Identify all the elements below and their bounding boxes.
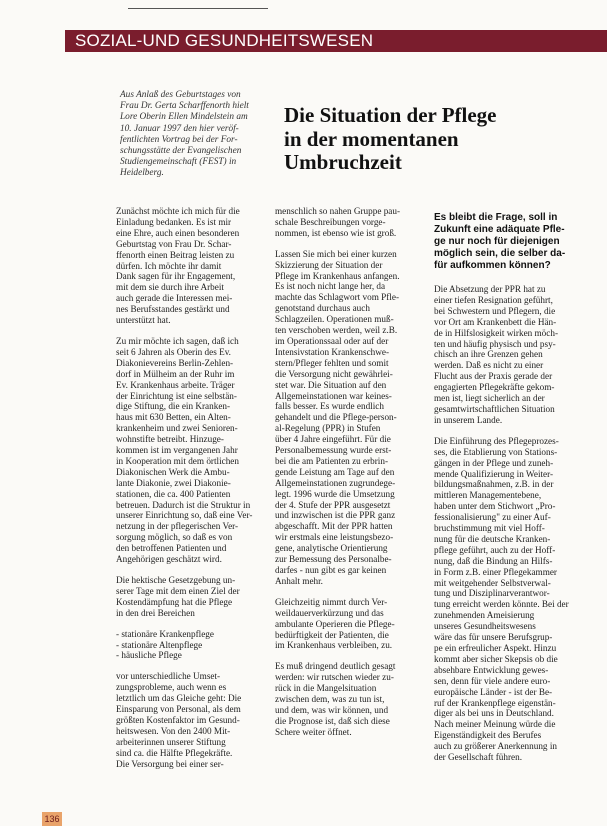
text-line: haben unter dem Stichwort „Pro-	[434, 501, 556, 512]
paragraph	[116, 671, 268, 769]
text-line: al-Regelung (PPR) in Stufen	[275, 423, 381, 434]
text-line: eine Ehre, auch einen besonderen	[116, 227, 240, 238]
text-line: mit weitgehender Selbstverwal-	[434, 577, 551, 588]
text-line: Die Einführung des Pflegeprozes-	[434, 435, 559, 446]
text-line: bei Schwestern und Pflegern, die	[434, 305, 556, 316]
text-line: unseres Gesundheitswesens	[434, 621, 536, 632]
text-line: Einsparung von Personal, als dem	[116, 704, 241, 715]
text-line: gehandelt und die Pflege-person-	[275, 412, 397, 423]
text-line: europäische Länder - ist der Be-	[434, 686, 553, 697]
pull-quote-line: möglich sein, die selber da-	[434, 248, 566, 259]
text-line: zwischen dem, was zu tun ist,	[275, 694, 385, 705]
intro-line: fentlichten Vortrag bei der For-	[120, 134, 238, 145]
text-line: tung erreicht werden könnte. Bei der	[434, 599, 569, 610]
text-line: Lassen Sie mich bei einer kurzen	[275, 248, 397, 259]
text-line: Allgemeinstationen war keines-	[275, 390, 392, 401]
text-line: über 4 Jahre eingeführt. Für die	[275, 434, 391, 445]
paragraph	[434, 284, 584, 426]
text-line: sen, denn für viele andere euro-	[434, 675, 551, 686]
text-line: machte das Schlagwort vom Pfle-	[275, 292, 399, 303]
text-line: dorf in Mülheim an der Ruhr im	[116, 368, 235, 379]
text-line: nung für die deutsche Kranken-	[434, 533, 551, 544]
text-line: auch gerade die Interessen mei-	[116, 293, 233, 304]
page-margin	[0, 0, 65, 826]
text-line: pflege geführt, auch zu der Hoff-	[434, 544, 556, 555]
text-line: Diakonischen Werk die Ambu-	[116, 466, 230, 477]
text-line: Schlagzeilen. Operationen muß-	[275, 314, 394, 325]
paragraph	[275, 249, 425, 587]
text-line: gängen in der Pflege und zuneh-	[434, 457, 554, 468]
text-line: werden: wir rutschen wieder zu-	[275, 672, 394, 683]
text-line: Allgemeinstationen zugrundege-	[275, 477, 396, 488]
text-line: lante Diakonie, zwei Diakonie-	[116, 477, 231, 488]
text-line: falls besser. Es wurde endlich	[275, 401, 384, 412]
text-line: menschlich so nahen Gruppe pau-	[275, 206, 401, 216]
text-line: chisch an ihre Grenzen gehen	[434, 349, 543, 360]
text-line: und inzwischen ist die PPR ganz	[275, 510, 396, 521]
text-line: ffenorth einen Beitrag leisten zu	[116, 249, 235, 260]
text-line: mit dem sie durch ihre Arbeit	[116, 282, 224, 293]
text-line: Pflege im Krankenhaus anfangen.	[275, 270, 400, 281]
text-line: Einladung bedanken. Es ist mir	[116, 216, 232, 227]
text-line: betreuen. Dadurch ist die Struktur in	[116, 499, 251, 510]
text-line: seit 6 Jahren als Oberin des Ev.	[116, 346, 231, 357]
text-line: kommen ist im vergangenen Jahr	[116, 445, 238, 456]
text-line: Zunächst möchte ich mich für die	[116, 206, 240, 216]
text-line: Schere weiter öffnet.	[275, 726, 352, 737]
text-line: ten und häufig physisch und psy-	[434, 338, 556, 349]
text-column-2	[275, 206, 425, 748]
text-line: Es muß dringend deutlich gesagt	[275, 661, 396, 672]
title-line: in der momentanen	[284, 126, 459, 151]
text-line: gende Leistung am Tage auf den	[275, 466, 395, 477]
article-title	[284, 104, 584, 175]
pull-quote-line: Es bleibt die Frage, soll in	[434, 212, 558, 223]
text-line: größten Kostenfaktor im Gesund-	[116, 714, 240, 725]
text-line: engagierten Pflegekräfte gekom-	[434, 382, 555, 393]
text-line: Die hektische Gesetzgebung un-	[116, 575, 236, 585]
text-line: men ist, liegt sicherlich an der	[434, 393, 545, 404]
text-line: darfes - nun gibt es gar keinen	[275, 565, 387, 575]
text-line: zungsprobleme, auch wenn es	[116, 682, 227, 693]
text-line: heitswesen. Von den 2400 Mit-	[116, 725, 231, 736]
text-line: ambulante Operieren die Pflege-	[275, 618, 395, 629]
intro-line: Frau Dr. Gerta Scharffenorth hielt	[120, 101, 249, 112]
text-line: den betroffenen Patienten und	[116, 543, 227, 554]
text-line: Nach meiner Meinung würde die	[434, 719, 556, 730]
title-line: Umbruchzeit	[284, 150, 402, 174]
text-line: in unserem Lande.	[434, 414, 503, 425]
text-line: abgeschafft. Mit der PPR hatten	[275, 521, 393, 532]
text-line: Anhalt mehr.	[275, 575, 323, 586]
text-line: genotstand durchaus auch	[275, 303, 370, 314]
text-line: zunehmenden Ameisierung	[434, 610, 535, 621]
intro-line: 10. Januar 1997 den hier veröf-	[120, 123, 239, 134]
text-line: bei die am Patienten zu erbrin-	[275, 455, 389, 466]
text-line: in Form z.B. einer Pflegekammer	[434, 566, 557, 577]
pull-quote-line: für aufkommen können?	[434, 260, 551, 271]
text-line: dige Stiftung, die ein Kranken-	[116, 401, 231, 412]
text-line: absehbare Entwicklung gewes-	[434, 664, 549, 675]
text-line: gesamtwirtschaftlichen Situation	[434, 403, 555, 414]
text-line: ses, die Etablierung von Stations-	[434, 446, 558, 457]
text-line: Gleichzeitig nimmt durch Ver-	[275, 596, 388, 607]
top-rule	[128, 8, 268, 9]
text-line: im Krankenhaus verbleiben, zu.	[275, 640, 393, 651]
text-line: letztlich um das Gleiche geht: Die	[116, 693, 242, 704]
text-line: Intensivstation Krankenschwe-	[275, 346, 390, 357]
section-title: SOZIAL-UND GESUNDHEITSWESEN	[75, 31, 374, 50]
pull-quote-line: Zukunft eine adäquate Pfle-	[434, 224, 565, 235]
text-line: Ev. Krankenhaus arbeite. Träger	[116, 379, 235, 390]
text-line: Diakonievereins Berlin-Zehlen-	[116, 357, 234, 368]
text-line: dürfen. Ich möchte ihr damit	[116, 260, 222, 271]
text-line: Personalbemessung wurde erst-	[275, 445, 392, 456]
text-line: und dem, was wir können, und	[275, 704, 389, 715]
text-column-1	[116, 206, 268, 780]
text-line: vor Ort am Krankenbett die Hän-	[434, 316, 557, 327]
text-line: die Prognose ist, daß sich diese	[275, 715, 390, 726]
pull-quote-line: ge nur noch für diejenigen	[434, 236, 560, 247]
text-line: stationen, die ca. 400 Patienten	[116, 488, 231, 499]
text-line: krankenheim und zwei Senioren-	[116, 423, 238, 434]
text-line: die Versorgung nicht gewährlei-	[275, 368, 393, 379]
text-line: der 4. Stufe der PPR ausgesetzt	[275, 499, 391, 510]
text-line: Kostendämpfung hat die Pflege	[116, 596, 233, 607]
text-line: der Gesellschaft führen.	[434, 752, 523, 763]
text-line: nes Berufsstandes gestärkt und	[116, 304, 230, 315]
text-line: diger als bei uns in Deutschland.	[434, 708, 554, 719]
intro-line: Heidelberg.	[120, 168, 164, 179]
text-line: bildungsmaßnahmen, z.B. in der	[434, 479, 554, 490]
text-line: Die Versorgung bei einer ser-	[116, 758, 224, 769]
intro-line: Studiengemeinschaft (FEST) in	[120, 157, 237, 168]
text-line: wohnstifte betreibt. Hinzuge-	[116, 434, 224, 445]
text-line: Die Absetzung der PPR hat zu	[434, 284, 546, 294]
text-line: haus mit 630 Betten, ein Alten-	[116, 412, 231, 423]
text-line: tung und Disziplinarverantwor-	[434, 588, 550, 599]
text-line: Geburtstag von Frau Dr. Schar-	[116, 238, 232, 249]
paragraph	[434, 436, 584, 763]
text-line: bedürftigkeit der Patienten, die	[275, 629, 389, 640]
text-line: legt. 1996 wurde die Umsetzung	[275, 488, 395, 499]
page-number: 136	[42, 812, 62, 826]
text-line: unterstützt hat.	[116, 315, 171, 326]
text-line: weildauerverkürzung und das	[275, 607, 384, 618]
text-line: schale Beschreibungen vorge-	[275, 216, 386, 227]
text-line: zur Bemessung des Personalbe-	[275, 554, 392, 565]
text-line: der Einrichtung ist eine selbstän-	[116, 390, 237, 401]
text-line: werden. Daß es nicht zu einer	[434, 360, 544, 371]
text-line: wäre das für unsere Berufsgrup-	[434, 632, 553, 643]
text-line: gene, analytische Orientierung	[275, 543, 388, 554]
text-line: einer tiefen Resignation geführt,	[434, 294, 553, 305]
text-line: wir erstmals eine leistungsbezo-	[275, 532, 394, 543]
text-line: nung, daß die Bindung an Hilfs-	[434, 555, 553, 566]
text-line: serer Tage mit dem einen Ziel der	[116, 585, 240, 596]
title-line: Die Situation der Pflege	[284, 103, 497, 127]
paragraph	[116, 575, 268, 619]
text-line: unserer Einrichtung so, daß eine Ver-	[116, 510, 253, 521]
text-line: pe ein erfreulicher Aspekt. Hinzu	[434, 643, 557, 653]
text-line: sorgung möglich, so daß es von	[116, 532, 233, 543]
text-line: Eigenständigkeit des Berufes	[434, 730, 542, 741]
text-line: nommen, ist ebenso wie ist groß.	[275, 227, 397, 238]
list-item: - stationäre Altenpflege	[116, 639, 203, 650]
text-line: kommt aber sicher Skepsis ob die	[434, 653, 558, 664]
text-line: Dank sagen für ihr Engagement,	[116, 271, 236, 282]
text-line: im Operationssaal oder auf der	[275, 335, 389, 346]
text-line: mende Qualifizierung in Weiter-	[434, 468, 554, 479]
bullet-list	[116, 629, 268, 662]
text-line: ruf der Krankenpflege eigenstän-	[434, 697, 556, 708]
text-line: rück in die Mangelsituation	[275, 683, 377, 694]
text-line: mittleren Managementebene,	[434, 490, 542, 501]
text-line: stet war. Die Situation auf den	[275, 379, 387, 390]
list-item: - häusliche Pflege	[116, 650, 182, 661]
paragraph	[275, 597, 425, 652]
text-line: de in Hilfslosigkeit wirken möch-	[434, 327, 559, 338]
text-line: ten verschoben werden, weil z.B.	[275, 325, 398, 336]
text-line: netzung in der pflegerischen Ver-	[116, 521, 239, 532]
text-line: sind ca. die Hälfte Pflegekräfte.	[116, 747, 233, 758]
list-item: - stationäre Krankenpflege	[116, 628, 214, 639]
paragraph	[116, 206, 268, 326]
text-line: stern/Pfleger fehlten und somit	[275, 357, 389, 368]
text-line: vor unterschiedliche Umset-	[116, 671, 221, 682]
text-column-3	[434, 206, 584, 773]
text-line: in den drei Bereichen	[116, 607, 195, 618]
text-line: Es ist noch nicht lange her, da	[275, 281, 386, 292]
paragraph	[275, 206, 425, 239]
text-line: bruchstimmung mit viel Hoff-	[434, 523, 545, 534]
intro-line: Lore Oberin Ellen Mindelstein am	[120, 112, 248, 123]
text-line: Zu mir möchte ich sagen, daß ich	[116, 335, 239, 346]
text-line: Skizzierung der Situation der	[275, 259, 383, 270]
intro-line: schungsstätte der Evangelischen	[120, 146, 242, 157]
text-line: Angehörigen geschätzt wird.	[116, 554, 222, 565]
text-line: fessionalisierung" zu einer Auf-	[434, 512, 551, 523]
text-line: in Kooperation mit dem örtlichen	[116, 455, 239, 466]
pull-quote	[434, 212, 584, 272]
text-column-3-body	[434, 284, 584, 763]
text-line: arbeiterinnen unserer Stiftung	[116, 736, 226, 747]
text-line: Flucht aus der Praxis gerade der	[434, 371, 553, 382]
paragraph	[116, 336, 268, 565]
text-line: auch zu größerer Anerkennung in	[434, 741, 557, 752]
intro-line: Aus Anlaß des Geburtstages von	[120, 90, 241, 100]
intro-note	[120, 90, 280, 180]
paragraph	[275, 661, 425, 737]
